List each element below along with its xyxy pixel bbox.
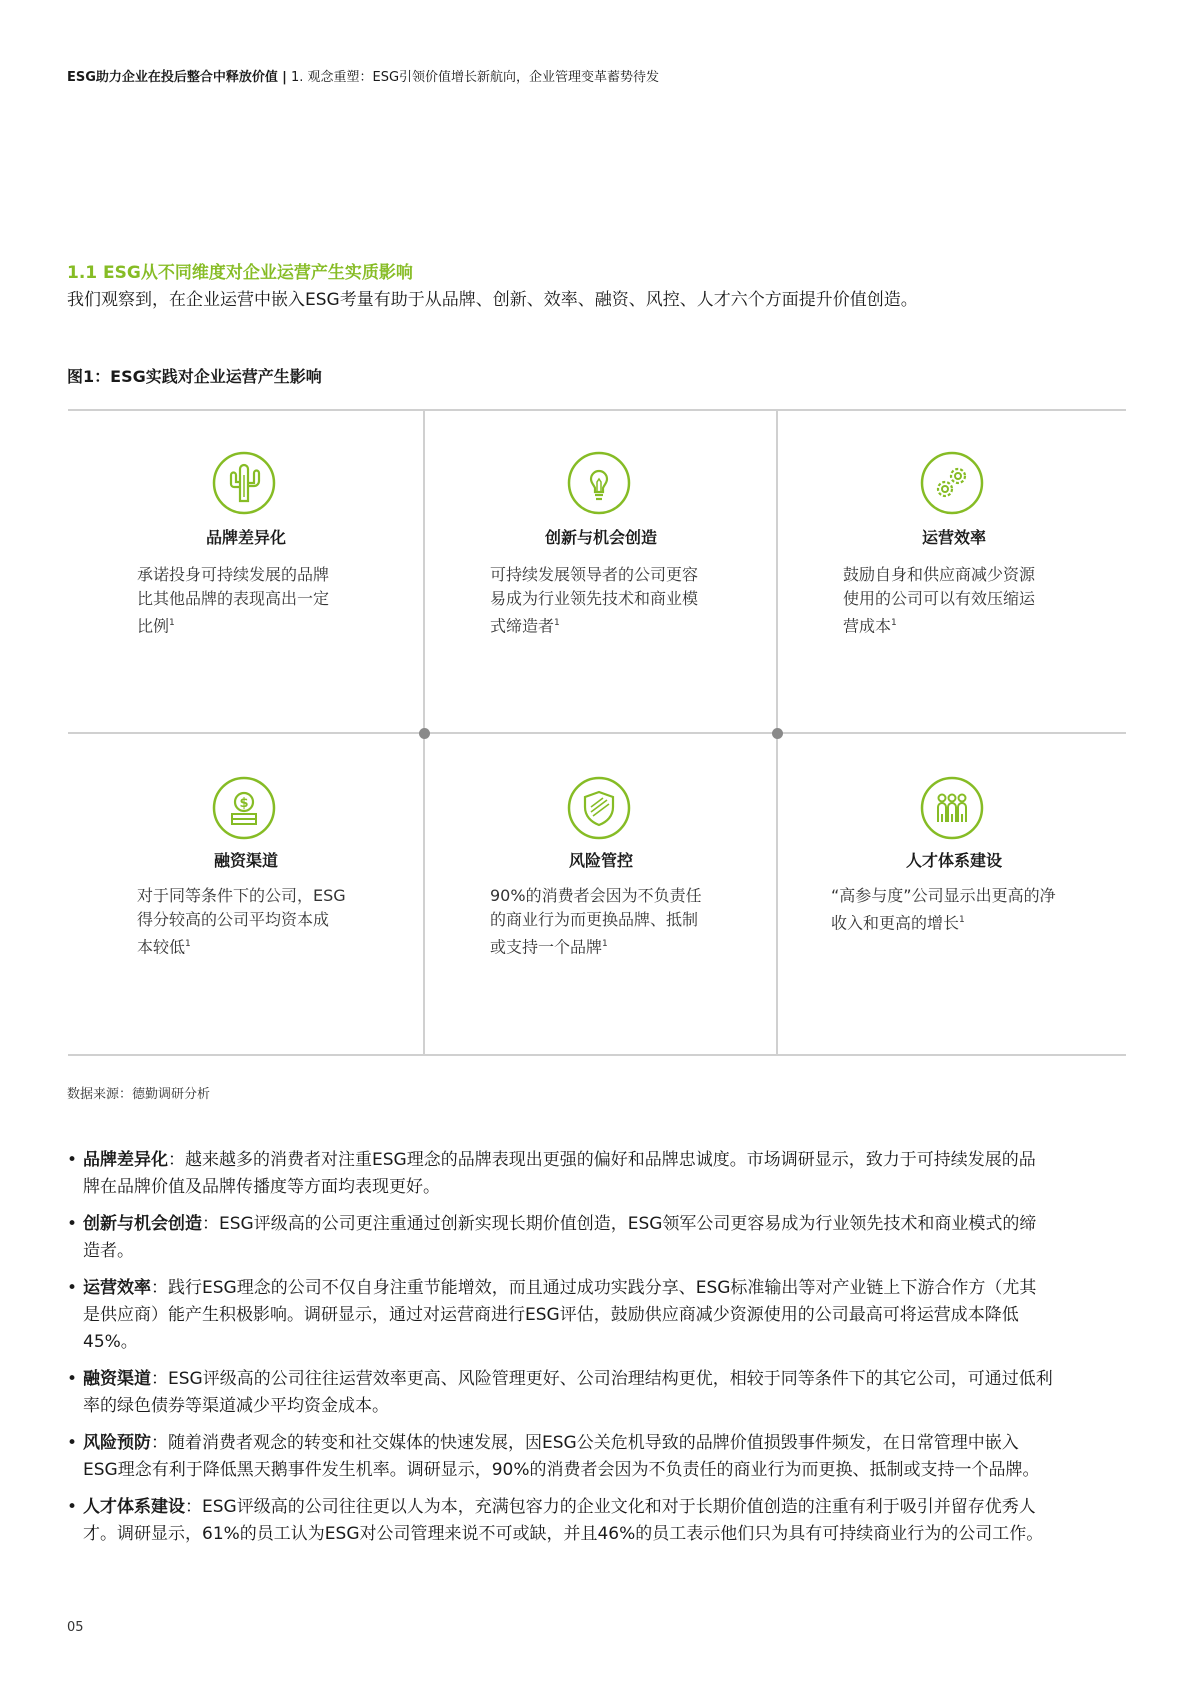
cell-title: 品牌差异化	[205, 528, 286, 547]
lightbulb-icon	[567, 451, 631, 515]
cell-title: 创新与机会创造	[544, 528, 657, 547]
cell-description: “高参与度”公司显示出更高的净 收入和更高的增长$^1$	[831, 886, 1056, 933]
cell-title: 人才体系建设	[905, 851, 1002, 870]
bullet-icon: •	[67, 1497, 78, 1517]
cell-title: 运营效率	[921, 528, 986, 547]
figure-cell-brand	[70, 409, 422, 730]
list-item: • 人才体系建设：ESG评级高的公司往往更以人为本，充满包容力的企业文化和对于长期价值创造的注重有利于吸引并留存优秀人 才。调研显示，61%的员工认为ESG对公司管理来说不可或缺，并且46%的员工表示他们只为具有可持续商业行为的公司工作。	[67, 1494, 1137, 1548]
list-item: • 品牌差异化：越来越多的消费者对注重ESG理念的品牌表现出更强的偏好和品牌忠诚度。市场调研显示，致力于可持续发展的品 牌在品牌价值及品牌传播度等方面均表现更好。	[67, 1147, 1137, 1201]
footnote-ref: 1	[185, 939, 191, 949]
shield-icon	[567, 776, 631, 840]
list-item: • 风险预防：随着消费者观念的转变和社交媒体的快速发展，因ESG公关危机导致的品牌价值损毁事件频发，在日常管理中嵌入 ESG理念有利于降低黑天鹅事件发生机率。调研显示，90%的消费者会因为不负责任的商业行为而更换、抵制或支持一个品牌。	[67, 1430, 1137, 1484]
bullet-term: 风险预防	[83, 1433, 151, 1453]
svg-text:$: $	[239, 796, 249, 811]
figure-cell-financing	[70, 734, 422, 1054]
bullet-icon: •	[67, 1214, 78, 1234]
cell-description: 可持续发展领导者的公司更容 易成为行业领先技术和商业模 式缔造者$^1$	[490, 565, 699, 636]
figure-title: 图1：ESG实践对企业运营产生影响	[67, 367, 322, 386]
running-header	[67, 66, 659, 85]
money-icon	[212, 776, 276, 840]
figure-cell-risk	[425, 734, 777, 1054]
footnote-ref: 1	[169, 618, 175, 628]
bullet-term: 品牌差异化	[83, 1150, 168, 1170]
cell-description: 鼓励自身和供应商减少资源 使用的公司可以有效压缩运 营成本$^1$	[843, 565, 1036, 636]
footnote-ref: 1	[959, 915, 965, 925]
people-icon	[920, 776, 984, 840]
list-item: • 创新与机会创造：ESG评级高的公司更注重通过创新实现长期价值创造，ESG领军公司更容易成为行业领先技术和商业模式的缔 造者。	[67, 1211, 1137, 1265]
figure-source: 数据来源：德勤调研分析	[67, 1087, 211, 1102]
bullet-list	[67, 1147, 1137, 1558]
page-number: 05	[67, 1620, 84, 1635]
cell-description: 对于同等条件下的公司，ESG 得分较高的公司平均资本成 本较低$^1$	[137, 886, 346, 957]
cell-title: 风险管控	[568, 851, 633, 870]
list-item: • 运营效率：践行ESG理念的公司不仅自身注重节能增效，而且通过成功实践分享、ESG标准输出等对产业链上下游合作方（尤其 是供应商）能产生积极影响。调研显示，通过对运营商进行ESG评估，鼓励供应商减少资源使用的公司最高可将运营成本降低 45%。	[67, 1275, 1137, 1356]
figure-grid	[68, 409, 1126, 1056]
figure-cell-innovation	[425, 409, 777, 730]
cell-description: 90%的消费者会因为不负责任 的商业行为而更换品牌、抵制 或支持一个品牌$^1$	[490, 886, 702, 957]
doc-title: ESG助力企业在投后整合中释放价值	[67, 70, 278, 85]
header-separator: |	[282, 70, 287, 85]
section-title: 1.1 ESG从不同维度对企业运营产生实质影响	[67, 263, 413, 283]
bullet-icon: •	[67, 1278, 78, 1298]
bullet-icon: •	[67, 1433, 78, 1453]
list-item: • 融资渠道：ESG评级高的公司往往运营效率更高、风险管理更好、公司治理结构更优，相较于同等条件下的其它公司，可通过低利 率的绿色债券等渠道减少平均资金成本。	[67, 1366, 1137, 1420]
bullet-icon: •	[67, 1150, 78, 1170]
bullet-icon: •	[67, 1369, 78, 1389]
gears-icon	[920, 451, 984, 515]
figure-cell-talent	[778, 734, 1130, 1054]
bullet-term: 运营效率	[83, 1278, 151, 1298]
cactus-icon	[212, 451, 276, 515]
figure-cell-efficiency	[778, 409, 1130, 730]
cell-title: 融资渠道	[213, 851, 278, 870]
bullet-term: 融资渠道	[83, 1369, 151, 1389]
grid-bottom-line	[68, 1054, 1126, 1056]
footnote-ref: 1	[891, 618, 897, 628]
chapter-title: 1. 观念重塑：ESG引领价值增长新航向，企业管理变革蓄势待发	[290, 70, 660, 85]
footnote-ref: 1	[602, 939, 608, 949]
cell-description: 承诺投身可持续发展的品牌 比其他品牌的表现高出一定 比例$^1$	[137, 565, 330, 636]
section-intro: 我们观察到，在企业运营中嵌入ESG考量有助于从品牌、创新、效率、融资、风控、人才六个方面提升价值创造。	[67, 290, 918, 310]
footnote-ref: 1	[554, 618, 560, 628]
bullet-term: 人才体系建设	[83, 1497, 185, 1517]
bullet-term: 创新与机会创造	[83, 1214, 202, 1234]
